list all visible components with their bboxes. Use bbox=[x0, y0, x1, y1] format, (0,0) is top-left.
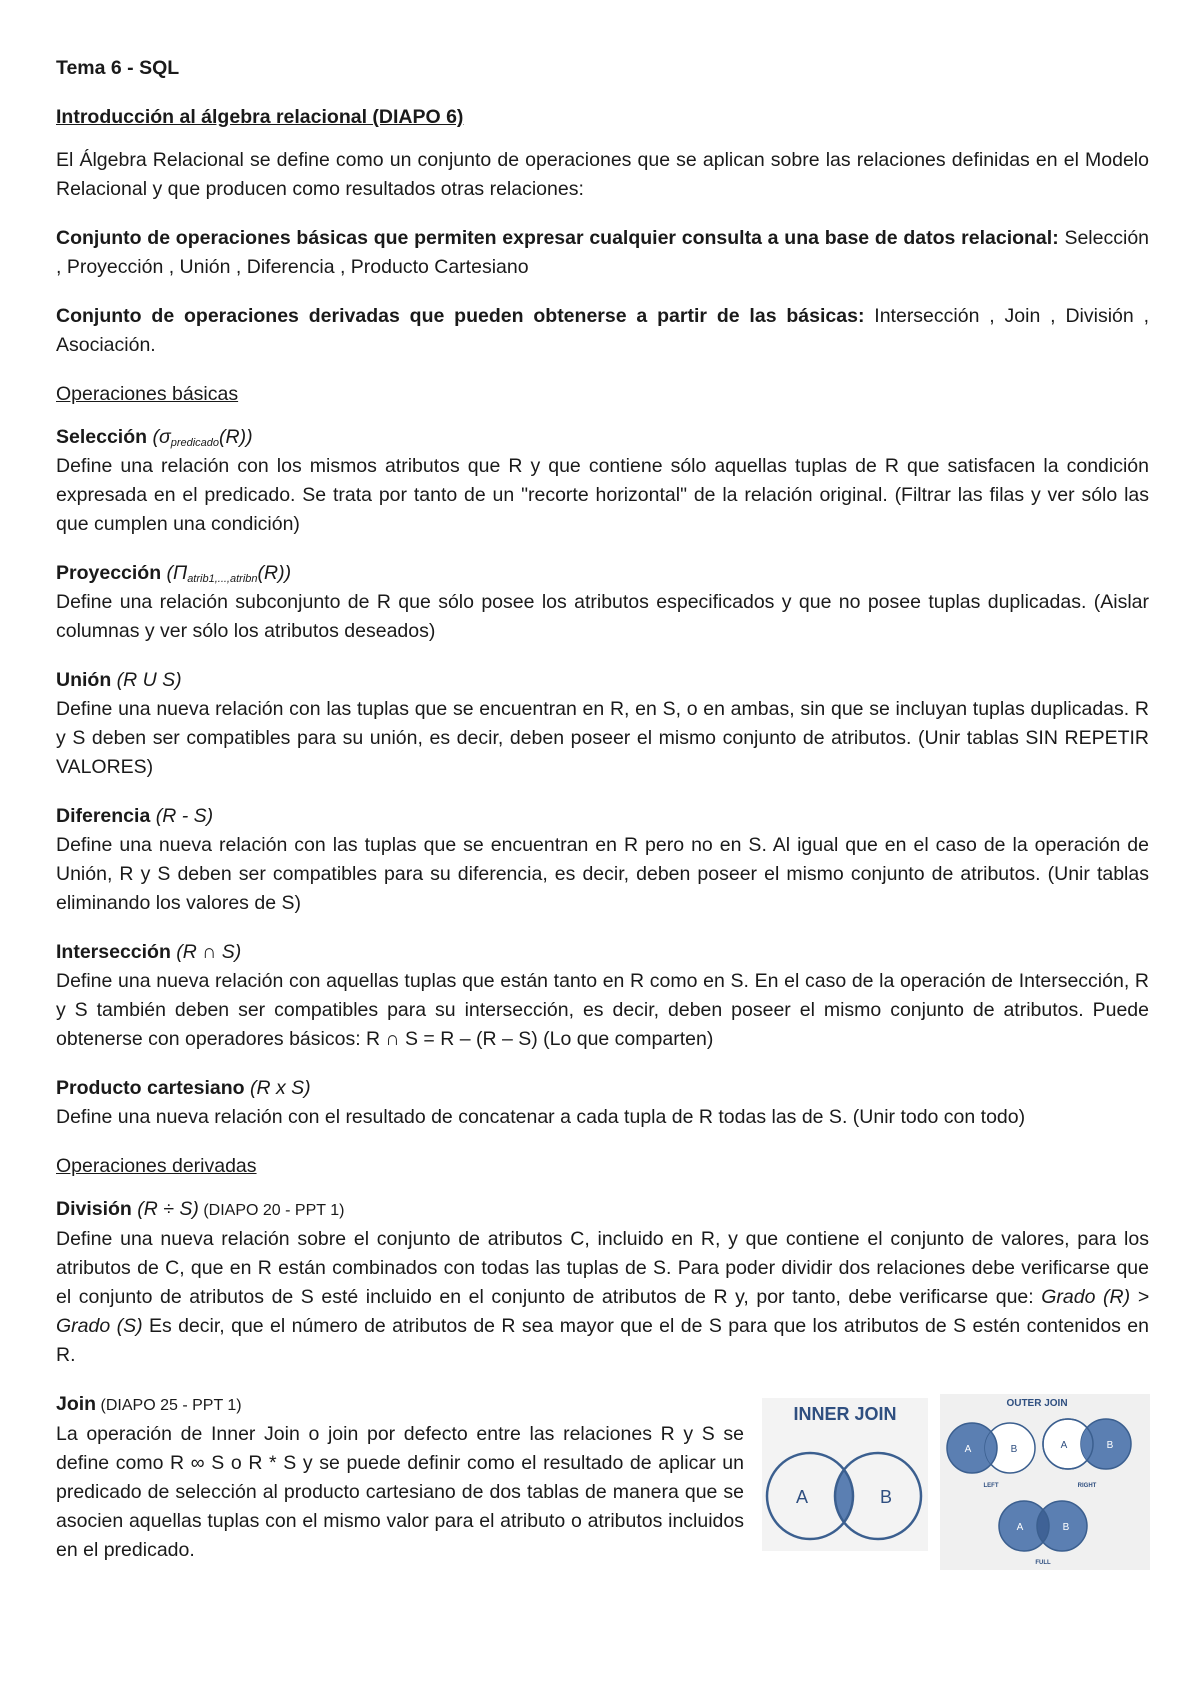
outer-join-title: OUTER JOIN bbox=[1006, 1398, 1068, 1409]
outer-join-venn bbox=[940, 1394, 1150, 1570]
producto-text: Define una nueva relación con el resultado de concatenar a cada tupla de R todas las de S. (Unir todo con todo) bbox=[56, 1106, 1026, 1128]
join-text: La operación de Inner Join o join por defecto entre las relaciones R y S se define como R ∞ S o R * S y se puede definir como el resultado de aplicar un predicado de selección al producto cartesiano de dos tablas de manera que se asocien aquellas tuplas con el mismo valor para el atributo o atributos incluidos en el predicado. bbox=[56, 1423, 744, 1561]
diferencia-name: Diferencia bbox=[56, 805, 151, 827]
proyeccion-heading bbox=[56, 559, 1149, 588]
proyeccion-name: Proyección bbox=[56, 562, 162, 584]
division-ref: (DIAPO 20 - PPT 1) bbox=[198, 1202, 345, 1219]
interseccion-notation: (R ∩ S) bbox=[170, 941, 242, 963]
left-join-caption: LEFT bbox=[983, 1483, 999, 1489]
division-notation: (R ÷ S) bbox=[131, 1198, 199, 1220]
seleccion-text: Define una relación con los mismos atributos que R y que contiene sólo aquellas tuplas de R que satisfacen la condición expresada en el predicado. Se trata por tanto de un "recorte horizontal" de la relación original. (Filtrar las filas y ver sólo las que cumplen una condición) bbox=[56, 455, 1149, 535]
document-title: Tema 6 - SQL bbox=[56, 57, 180, 79]
proyeccion-notation-sub: atrib1,...,atribn bbox=[187, 573, 258, 585]
division-text-2: Es decir, que el número de atributos de R sea mayor que el de S para que los atributos de S estén contenidos en R. bbox=[56, 1315, 1149, 1366]
right-join-label-a: A bbox=[1060, 1440, 1068, 1451]
proyeccion-notation bbox=[161, 562, 291, 584]
right-join-caption: RIGHT bbox=[1077, 1483, 1097, 1489]
diferencia-section bbox=[56, 802, 1149, 918]
derived-operations-heading: Operaciones derivadas bbox=[56, 1155, 257, 1177]
seleccion-notation bbox=[147, 426, 253, 448]
proyeccion-notation-post: (R)) bbox=[257, 562, 292, 584]
division-name: División bbox=[56, 1198, 132, 1220]
division-section bbox=[56, 1195, 1149, 1370]
inner-join-label-b: B bbox=[879, 1487, 893, 1507]
interseccion-text: Define una nueva relación con aquellas tuplas que están tanto en R como en S. En el caso de la operación de Intersección, R y S también deben ser compatibles para su intersección, es decir, deben poseer el mismo conjunto de atributos. Puede obtenerse con operadores básicos: R ∩ S = R – (R – S) (Lo que comparten) bbox=[56, 970, 1149, 1050]
left-join-label-a: A bbox=[964, 1444, 972, 1455]
right-join-label-b: B bbox=[1106, 1440, 1114, 1451]
division-grado: Grado (R) > Grado (S) bbox=[56, 1286, 1149, 1337]
interseccion-section bbox=[56, 938, 1149, 1054]
proyeccion-notation-pre: (Π bbox=[161, 562, 188, 584]
interseccion-heading bbox=[56, 938, 1149, 967]
division-text-1: Define una nueva relación sobre el conjunto de atributos C, incluido en R, y que contiene el conjunto de valores, para los atributos de C, que en R están combinados con todas las tuplas de S. Para poder dividir dos relaciones debe verificarse que el conjunto de atributos de S esté incluido en el conjunto de atributos de R y, por tanto, debe verificarse que: bbox=[56, 1228, 1149, 1308]
seleccion-notation-sub: predicado bbox=[170, 437, 220, 449]
join-section bbox=[56, 1390, 1149, 1580]
basic-operations-summary bbox=[56, 224, 1149, 282]
union-name: Unión bbox=[56, 669, 112, 691]
basic-operations-label: Conjunto de operaciones básicas que permiten expresar cualquier consulta a una base de datos relacional: bbox=[56, 227, 1059, 249]
diferencia-heading bbox=[56, 802, 1149, 831]
full-join-label-a: A bbox=[1016, 1522, 1024, 1533]
proyeccion-section bbox=[56, 559, 1149, 646]
division-text bbox=[56, 1225, 1149, 1370]
union-section bbox=[56, 666, 1149, 782]
union-text: Define una nueva relación con las tuplas que se encuentran en R, en S, o en ambas, sin que se incluyan tuplas duplicadas. R y S deben ser compatibles para su unión, es decir, deben poseer el mismo conjunto de atributos. (Unir tablas SIN REPETIR VALORES) bbox=[56, 698, 1149, 778]
union-heading bbox=[56, 666, 1149, 695]
inner-join-title: INNER JOIN bbox=[793, 1404, 897, 1424]
derived-operations-summary bbox=[56, 302, 1149, 360]
diferencia-text: Define una nueva relación con las tuplas que se encuentran en R pero no en S. Al igual que en el caso de la operación de Unión, R y S deben ser compatibles para su diferencia, es decir, deben poseer el mismo conjunto de atributos. (Unir tablas eliminando los valores de S) bbox=[56, 834, 1149, 914]
basic-operations-list: Selección , Proyección , Unión , Diferencia , Producto Cartesiano bbox=[56, 227, 1150, 278]
inner-join-venn bbox=[762, 1398, 928, 1551]
full-join-label-b: B bbox=[1062, 1522, 1070, 1533]
join-ref: (DIAPO 25 - PPT 1) bbox=[96, 1397, 242, 1414]
division-heading bbox=[56, 1195, 1149, 1225]
seleccion-name: Selección bbox=[56, 426, 148, 448]
proyeccion-text: Define una relación subconjunto de R que sólo posee los atributos especificados y que no posee tuplas duplicadas. (Aislar columnas y ver sólo los atributos deseados) bbox=[56, 591, 1149, 642]
inner-join-label-a: A bbox=[795, 1487, 809, 1507]
diferencia-notation: (R - S) bbox=[150, 805, 214, 827]
outer-join-diagram bbox=[940, 1394, 1150, 1570]
inner-join-diagram bbox=[762, 1398, 928, 1551]
join-heading bbox=[56, 1390, 744, 1420]
producto-name: Producto cartesiano bbox=[56, 1077, 245, 1099]
full-join-caption: FULL bbox=[1035, 1560, 1051, 1566]
join-name: Join bbox=[56, 1393, 97, 1415]
interseccion-name: Intersección bbox=[56, 941, 171, 963]
intro-paragraph: El Álgebra Relacional se define como un conjunto de operaciones que se aplican sobre las relaciones definidas en el Modelo Relacional y que producen como resultados otras relaciones: bbox=[56, 149, 1149, 200]
seleccion-notation-pre: (σ bbox=[147, 426, 171, 448]
producto-section bbox=[56, 1074, 1149, 1132]
seleccion-section bbox=[56, 423, 1149, 539]
left-join-label-b: B bbox=[1010, 1444, 1018, 1455]
union-notation: (R U S) bbox=[111, 669, 182, 691]
seleccion-heading bbox=[56, 423, 1149, 452]
seleccion-notation-post: (R)) bbox=[219, 426, 253, 448]
intro-heading: Introducción al álgebra relacional (DIAPO 6) bbox=[56, 106, 464, 128]
document-content bbox=[56, 54, 1149, 1580]
producto-heading bbox=[56, 1074, 1149, 1103]
derived-operations-label: Conjunto de operaciones derivadas que pueden obtenerse a partir de las básicas: bbox=[56, 305, 865, 327]
derived-operations-list: Intersección , Join , División , Asociación. bbox=[56, 305, 1149, 356]
producto-notation: (R x S) bbox=[244, 1077, 311, 1099]
basic-operations-heading: Operaciones básicas bbox=[56, 383, 239, 405]
join-text-block bbox=[56, 1390, 744, 1565]
